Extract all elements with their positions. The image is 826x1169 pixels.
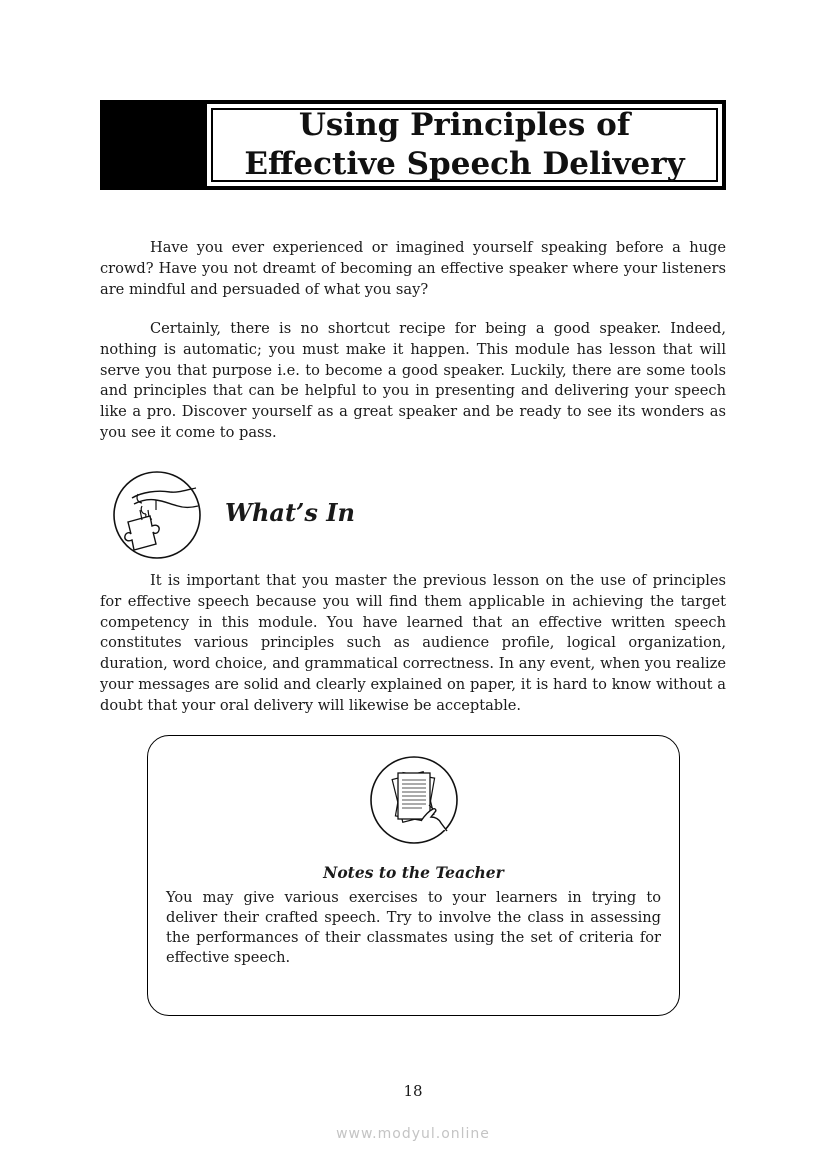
notes-to-teacher-box: [147, 735, 680, 1016]
page-number: 18: [403, 1082, 423, 1100]
intro-paragraph-2: Certainly, there is no shortcut recipe for being a good speaker. Indeed, nothing is automatic; you must make it happen. This module has lesson that will serve you that purpose i.e. to become a good speaker. Luckily, there are some tools and principles that can be helpful to you in presenting and delivering your speech like a pro. Discover yourself as a great speaker and be ready to see its wonders as you see it come to pass.: [100, 320, 726, 441]
notes-text: You may give various exercises to your learners in trying to deliver their crafted speech. Try to involve the class in assessing the performances of their classmates using the set of criteria for effective speech.: [166, 889, 661, 966]
notes-title: Notes to the Teacher: [323, 863, 504, 882]
page-title-line-2: Effective Speech Delivery: [244, 146, 685, 182]
title-frame: [207, 104, 722, 186]
watermark: www.modyul.online: [336, 1126, 490, 1142]
title-banner: [100, 100, 726, 190]
whats-in-paragraph: It is important that you master the previous lesson on the use of principles for effective speech because you will find them applicable in achieving the target competency in this module. You have learned that an effective written speech constitutes various principles such as audience profile, logical organization, duration, word choice, and grammatical correctness. In any event, when you realize your messages are solid and clearly explained on paper, it is hard to know without a doubt that your oral delivery will likewise be acceptable.: [100, 572, 726, 714]
intro-paragraph-1: Have you ever experienced or imagined yourself speaking before a huge crowd? Have you not dreamt of becoming an effective speaker where your listeners are mindful and persuaded of what you say?: [100, 239, 726, 298]
section-title-whats-in: What’s In: [225, 498, 355, 527]
title-inner-box: [211, 108, 718, 182]
hand-puzzle-icon: [112, 470, 202, 560]
papers-hand-icon: [369, 755, 459, 845]
page-title-line-1: Using Principles of: [298, 107, 631, 143]
